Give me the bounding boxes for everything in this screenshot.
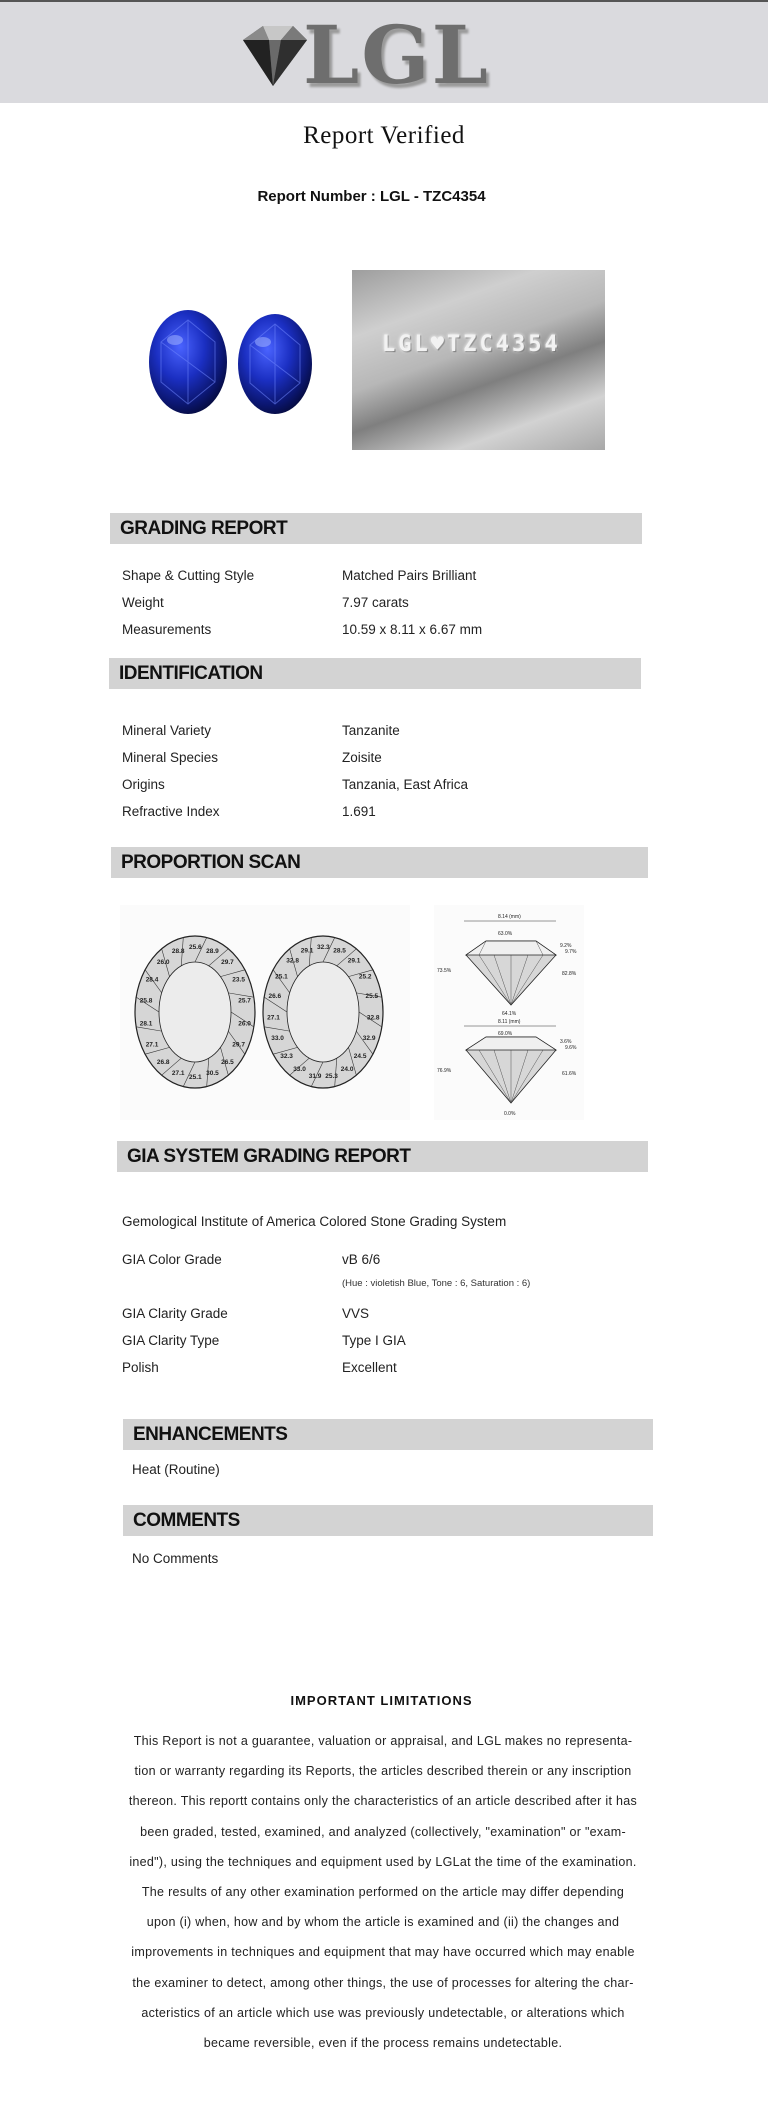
comments-text: No Comments (132, 1551, 219, 1566)
laser-inscription-photo (352, 270, 605, 450)
ident-label-variety: Mineral Variety (122, 723, 212, 738)
right-oval-facets-table (287, 962, 359, 1062)
right-oval-facets-facet-value: 33.0 (293, 1066, 306, 1074)
top-crown-height: 9.2% (560, 943, 572, 949)
gia-system-text: Gemological Institute of America Colored Stone Grading System (122, 1214, 507, 1229)
ident-label-origins: Origins (122, 777, 165, 792)
right-oval-facets-facet-value: 32.8 (366, 1014, 380, 1022)
gia-value-clarity-type: Type I GIA (342, 1333, 406, 1348)
left-oval-facets-facet-value: 27.1 (145, 1041, 159, 1049)
grading-value-weight: 7.97 carats (342, 595, 409, 610)
right-oval-facets-facet-value: 33.0 (271, 1035, 284, 1043)
logo-text: LGL (303, 8, 490, 102)
gia-value-polish: Excellent (342, 1360, 397, 1375)
left-oval-facets-facet-value: 30.5 (206, 1070, 219, 1078)
top-pavilion: 64.1% (502, 1011, 517, 1017)
left-oval-facets-facet-value: 27.1 (171, 1070, 185, 1078)
facet-diagram-top-view (120, 905, 410, 1120)
right-oval-facets-facet-value: 25.2 (358, 973, 372, 981)
ident-value-variety: Tanzanite (342, 723, 400, 738)
limitations-line: The results of any other examination performed on the article may differ depending (141, 1885, 625, 1900)
report-number: Report Number : LGL - TZC4354 (257, 188, 486, 205)
right-oval-facets-facet-value: 25.5 (365, 993, 379, 1001)
limitations-text (118, 1726, 648, 2058)
bottom-crown-height: 3.6% (560, 1039, 572, 1045)
left-oval-facets-facet-value: 28.9 (206, 947, 219, 955)
grading-label-shape: Shape & Cutting Style (122, 568, 255, 583)
limitations-line: been graded, tested, examined, and analyzed (collectively, "examination" or "exam- (140, 1824, 626, 1839)
right-oval-facets-facet-value: 32.9 (362, 1035, 376, 1043)
gia-label-clarity-grade: GIA Clarity Grade (122, 1306, 228, 1321)
profile-diagram-side-view (434, 905, 584, 1120)
grading-label-measurements: Measurements (122, 622, 212, 637)
left-oval-facets-facet-value: 29.7 (221, 959, 234, 967)
limitations-line: ined"), using the techniques and equipment used by LGLat the time of the examination. (129, 1854, 637, 1869)
limitations-line: upon (i) when, how and by whom the article is examined and (ii) the changes and (146, 1915, 620, 1930)
right-oval-facets-facet-value: 28.5 (333, 947, 346, 955)
left-oval-facets-facet-value: 26.0 (156, 959, 170, 967)
right-oval-facets-facet-value: 25.1 (275, 973, 288, 981)
gia-color-note: (Hue : violetish Blue, Tone : 6, Saturation : 6) (342, 1278, 531, 1289)
ident-value-origins: Tanzania, East Africa (342, 777, 469, 792)
right-oval-facets-facet-value: 29.1 (347, 957, 361, 965)
grading-value-measurements: 10.59 x 8.11 x 6.67 mm (342, 622, 483, 637)
gia-label-color: GIA Color Grade (122, 1252, 222, 1267)
grading-label-weight: Weight (122, 595, 164, 610)
bottom-crown-angle: 9.6% (565, 1045, 577, 1051)
gia-label-polish: Polish (122, 1360, 159, 1375)
right-oval-facets-facet-value: 32.8 (286, 957, 299, 965)
limitations-line: improvements in techniques and equipment that may have occurred which may enable (131, 1945, 635, 1960)
left-oval-facets-facet-value: 29.7 (232, 1041, 245, 1049)
limitations-line: This Report is not a guarantee, valuation or appraisal, and LGL makes no representa- (133, 1734, 633, 1748)
left-oval-facets-table (159, 962, 231, 1062)
grading-value-shape: Matched Pairs Brilliant (342, 568, 477, 583)
identification-heading: IDENTIFICATION (109, 658, 641, 689)
ident-label-species: Mineral Species (122, 750, 219, 765)
right-oval-facets-facet-value: 25.3 (325, 1073, 338, 1081)
top-crown-angle: 9.7% (565, 949, 577, 955)
right-oval-facets-facet-value: 29.1 (300, 947, 314, 955)
left-oval-facets-facet-value: 28.1 (139, 1020, 153, 1028)
inscription-text: LGL♥TZC4354 (382, 332, 561, 357)
gia-value-color: vB 6/6 (342, 1252, 381, 1267)
limitations-line: tion or warranty regarding its Reports, the articles described therein or any inscription (134, 1764, 632, 1779)
bottom-girdle: 76.9% (437, 1068, 452, 1074)
gia-label-clarity-type: GIA Clarity Type (122, 1333, 220, 1348)
left-oval-facets-facet-value: 25.6 (189, 944, 202, 951)
right-oval-facets-facet-value: 24.0 (340, 1066, 354, 1074)
left-oval-facets-facet-value: 28.4 (145, 976, 159, 984)
top-width-label: 8.14 (mm) (498, 914, 521, 920)
diamond-logo-icon (233, 22, 313, 92)
ident-value-ri: 1.691 (342, 804, 376, 819)
right-oval-facets-facet-value: 32.3 (280, 1053, 293, 1061)
bottom-culet: 0.0% (504, 1111, 516, 1117)
gia-value-clarity-grade: VVS (342, 1306, 370, 1321)
top-girdle: 73.5% (437, 968, 452, 974)
bottom-table-label: 69.0% (498, 1031, 513, 1037)
top-depth: 82.8% (562, 971, 577, 977)
left-oval-facets-facet-value: 26.8 (156, 1058, 170, 1066)
left-oval-facets-facet-value: 25.8 (139, 997, 153, 1005)
proportion-scan-heading: PROPORTION SCAN (111, 847, 648, 878)
left-oval-facets-facet-value: 23.5 (232, 976, 245, 984)
enhancements-heading: ENHANCEMENTS (123, 1419, 653, 1450)
left-oval-facets-facet-value: 28.8 (171, 947, 185, 955)
bottom-depth: 61.6% (562, 1071, 577, 1077)
page-title: Report Verified (303, 122, 465, 149)
left-oval-facets-facet-value: 25.1 (189, 1074, 202, 1081)
comments-heading: COMMENTS (123, 1505, 653, 1536)
left-oval-facets-facet-value: 26.0 (238, 1020, 251, 1028)
right-oval-facets-facet-value: 27.1 (267, 1014, 280, 1022)
ident-value-species: Zoisite (342, 750, 382, 765)
grading-report-heading: GRADING REPORT (110, 513, 642, 544)
limitations-heading: IMPORTANT LIMITATIONS (290, 1693, 473, 1708)
right-oval-facets-facet-value: 31.9 (308, 1073, 322, 1081)
limitations-line: became reversible, even if the process remains undetectable. (203, 2036, 563, 2051)
left-oval-facets-facet-value: 26.5 (221, 1058, 234, 1066)
left-oval-facets (135, 936, 255, 1088)
limitations-line: thereon. This reportt contains only the characteristics of an article described after it has (128, 1794, 638, 1809)
gia-report-heading: GIA SYSTEM GRADING REPORT (117, 1141, 648, 1172)
limitations-line: acteristics of an article which use was previously undetectable, or alterations which (141, 2005, 625, 2020)
right-oval-facets-facet-value: 32.3 (317, 944, 330, 951)
right-oval-facets (263, 936, 383, 1088)
right-oval-facets-facet-value: 26.6 (268, 993, 282, 1001)
ident-label-ri: Refractive Index (122, 804, 220, 819)
limitations-line: the examiner to detect, among other things, the use of processes for altering the char- (132, 1975, 634, 1990)
top-profile-diagram (437, 914, 577, 1017)
left-oval-facets-facet-value: 25.7 (238, 997, 251, 1005)
enhancements-text: Heat (Routine) (132, 1462, 220, 1477)
right-oval-facets-facet-value: 24.5 (353, 1053, 367, 1061)
bottom-width-label: 8.11 (mm) (498, 1019, 521, 1025)
lgl-logo (233, 8, 493, 102)
bottom-profile-diagram (437, 1019, 577, 1117)
gemstone-photo (135, 270, 325, 460)
top-table-label: 63.0% (498, 931, 513, 937)
